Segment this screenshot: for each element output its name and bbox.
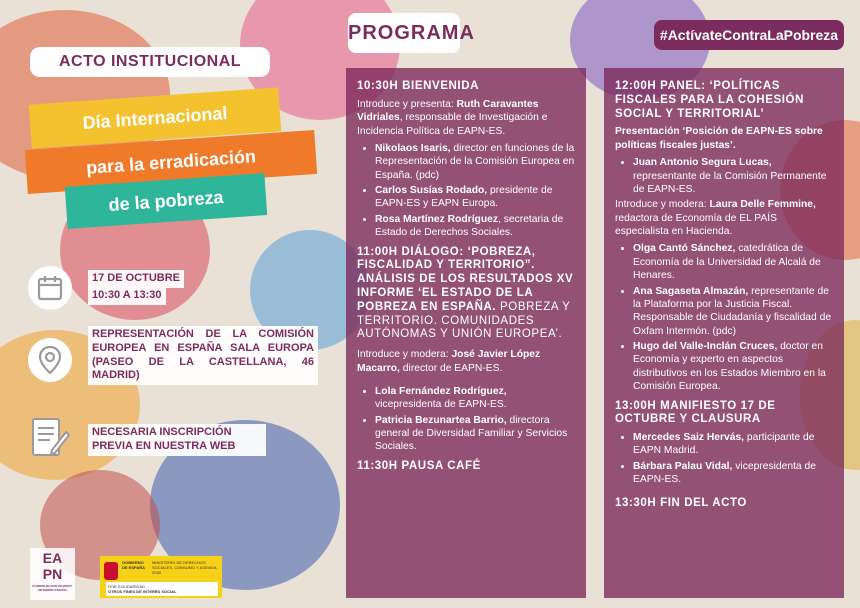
- session-title: 13:30H FIN DEL ACTO: [615, 496, 747, 509]
- list-item: • Lola Fernández Rodríguez, vicepresidenta de EAPN-ES.: [375, 385, 575, 412]
- session-title: 12:00H PANEL: ‘POLÍTICAS FISCALES PARA LA COHESIÓN SOCIAL Y TERRITORIAL’: [615, 80, 804, 120]
- calendar-icon: [28, 266, 72, 310]
- speaker-list: [357, 142, 575, 240]
- list-item: • Ana Sagaseta Almazán, representante de la Plataforma por la Justicia Fiscal. Responsable de Ciudadanía y fiscalidad de Oxfam Intermón. (pdc): [633, 285, 833, 339]
- speaker-list: [357, 385, 575, 454]
- speaker-list: [615, 156, 833, 196]
- registration-text: NECESARIA INSCRIPCIÓN PREVIA EN NUESTRA WEB: [92, 426, 236, 452]
- date-text: 17 DE OCTUBRE: [92, 272, 181, 284]
- programa-label: PROGRAMA: [348, 22, 475, 44]
- speaker-list: [615, 431, 833, 487]
- program-column-1: [346, 68, 586, 598]
- acto-badge: [30, 47, 270, 77]
- session-title: 10:30H BIENVENIDA: [357, 80, 480, 92]
- list-item: • Hugo del Valle-Inclán Cruces, doctor en Economía y experto en aspectos distributivos en los Estados Miembro en la Comisión Europea.: [633, 340, 833, 394]
- government-logo: GOBIERNO DE ESPAÑA MINISTERIO DE DERECHOS SOCIALES, CONSUMO Y AGENDA 2030 POR SOLIDARIDAD OTROS FINES DE INTERÉS SOCIAL: [100, 556, 222, 598]
- event-date: [88, 270, 184, 288]
- session-title: 11:00H DIÁLOGO: ‘POBREZA, FISCALIDAD Y TERRITORIO”. ANÁLISIS DE LOS RESULTADOS XV INFORME ‘EL ESTADO DE LA POBREZA EN ESPAÑA. POBREZA Y TERRITORIO. COMUNIDADES AUTÓNOMAS Y UNIÓN EUROPEA’.: [357, 245, 574, 341]
- hashtag-label: #ActívateContraLaPobreza: [659, 27, 839, 43]
- list-item: • Olga Cantó Sánchez, catedrática de Economía de la Universidad de Alcalá de Henares.: [633, 242, 833, 282]
- session-intro: Introduce y presenta: Ruth Caravantes Vidriales, responsable de Investigación e Incidencia Política de EAPN-ES.: [357, 98, 548, 137]
- program-column-2: [604, 68, 844, 598]
- hashtag-badge[interactable]: [654, 20, 844, 50]
- list-item: • Mercedes Saiz Hervás, participante de EAPN Madrid.: [633, 431, 833, 458]
- location-pin-icon: [28, 338, 72, 382]
- registration-note[interactable]: [88, 424, 266, 456]
- list-item: • Rosa Martínez Rodríguez, secretaria de Estado de Derechos Sociales.: [375, 213, 575, 240]
- session-title: 13:00H MANIFIESTO 17 DE OCTUBRE Y CLAUSURA: [615, 399, 776, 426]
- eapn-logo: EA PN EUROPEAN ANTI POVERTY NETWORK ESPAÑA: [30, 548, 75, 600]
- list-item: • Carlos Susías Rodado, presidente de EAPN-ES y EAPN Europa.: [375, 184, 575, 211]
- title-line-3: de la pobreza: [107, 187, 225, 215]
- time-text: 10:30 A 13:30: [92, 289, 162, 301]
- programa-tab: [348, 13, 475, 53]
- location-text: REPRESENTACIÓN DE LA COMISIÓN EUROPEA EN ESPAÑA SALA EUROPA (PASEO DE LA CASTELLANA, 46 MADRID): [92, 328, 314, 382]
- list-item: • Bárbara Palau Vidal, vicepresidenta de EAPN-ES.: [633, 460, 833, 487]
- speaker-list: [615, 242, 833, 393]
- list-item: • Nikolaos Isaris, director en funciones de la Representación de la Comisión Europea en España. (pdc): [375, 142, 575, 182]
- session-presentation: Presentación ‘Posición de EAPN-ES sobre políticas fiscales justas’.: [615, 126, 823, 151]
- title-line-1: Día Internacional: [81, 102, 229, 134]
- event-time: [88, 287, 166, 305]
- session-intro: Introduce y modera: Laura Delle Femmine, redactora de Economía de EL PAÍS especialista en Hacienda.: [615, 199, 816, 238]
- acto-label: ACTO INSTITUCIONAL: [58, 53, 242, 70]
- session-intro: Introduce y modera: José Javier López Macarro, director de EAPN-ES.: [357, 349, 541, 374]
- list-item: • Patricia Bezunartea Barrio, directora general de Diversidad Familiar y Servicios Sociales.: [375, 414, 575, 454]
- title-line-2: para la erradicación: [85, 146, 257, 178]
- event-location: [88, 326, 318, 385]
- coat-of-arms-icon: [104, 562, 118, 580]
- session-title: 11:30H PAUSA CAFÉ: [357, 459, 481, 472]
- list-item: • Juan Antonio Segura Lucas, representante de la Comisión Permanente de EAPN-ES.: [633, 156, 833, 196]
- form-pen-icon: [28, 416, 72, 460]
